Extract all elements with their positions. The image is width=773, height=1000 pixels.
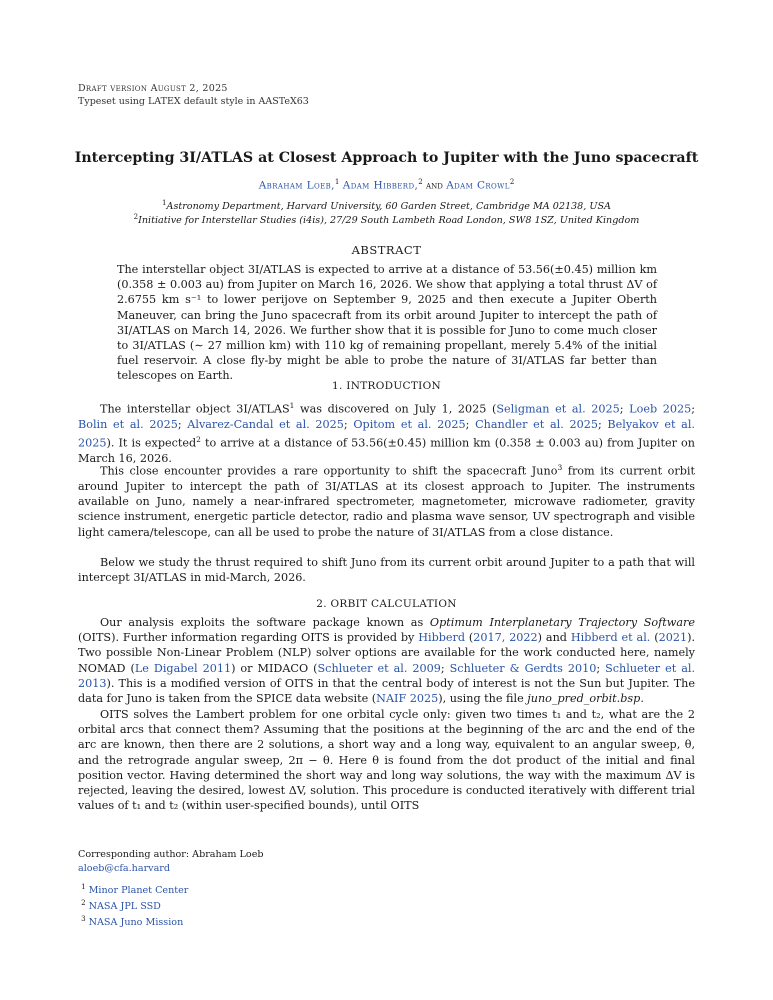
footnote-2-link[interactable]: NASA JPL SSD	[88, 901, 161, 913]
abstract-text: The interstellar object 3I/ATLAS is expected to arrive at a distance of 53.56(±0.45) million km (0.358 ± 0.003 au) from Jupiter on March 16, 2026. We show that applying a total thrust ΔV of 2.6755 km s⁻¹ to lower perijove on September 9, 2025 and then execute a Jupiter Oberth Maneuver, can bring the Juno spacecraft from its orbit around Jupiter to intercept the path of 3I/ATLAS on March 14, 2026. We further show that it is possible for Juno to come much closer to 3I/ATLAS (∼ 27 million km) with 110 kg of remaining propellant, merely 5.4% of the initial fuel reservoir. A close fly-by might be able to probe the nature of 3I/ATLAS far better than telescopes on Earth.	[117, 263, 657, 383]
footnote-2-marker: 2	[81, 899, 86, 908]
citation-link[interactable]: Hibberd et al.	[570, 631, 651, 645]
typeset-label: Typeset using LATEX default style in AASTeX63	[78, 96, 309, 107]
footnotes	[78, 881, 188, 930]
citation-link[interactable]: 2017, 2022	[473, 631, 538, 645]
text-run: ;	[596, 661, 606, 675]
author-list	[0, 178, 773, 192]
footnote-3	[78, 913, 188, 929]
citation-link[interactable]: Schlueter & Gerdts 2010	[449, 661, 597, 675]
paper-title: Intercepting 3I/ATLAS at Closest Approach to Jupiter with the Juno spacecraft	[74, 150, 699, 166]
text-run: ;	[465, 417, 476, 431]
affiliation-2-text: Initiative for Interstellar Studies (i4is), 27/29 South Lambeth Road London, SW8 1SZ, United Kingdom	[138, 215, 640, 227]
text-run: ;	[691, 402, 695, 416]
draft-label: Draft version August 2, 2025	[78, 83, 228, 94]
corresponding-author	[78, 848, 264, 875]
affiliation-1-marker: 1	[162, 199, 167, 207]
text-run: juno_pred_orbit.bsp	[527, 692, 641, 706]
footnote-ref-1[interactable]: 1	[289, 401, 295, 410]
text-run: (OITS). Further information regarding OITS is provided by	[78, 631, 419, 645]
corresponding-author-label: Corresponding author: Abraham Loeb	[78, 849, 264, 860]
text-run: was discovered on July 1, 2025 (	[294, 402, 497, 416]
abstract-heading: ABSTRACT	[351, 243, 422, 257]
text-run: (	[650, 631, 659, 645]
text-run: This close encounter provides a rare opportunity to shift the spacecraft Juno	[100, 464, 558, 478]
citation-link[interactable]: Seligman et al. 2025	[496, 402, 620, 416]
citation-link[interactable]: Opitom et al. 2025	[353, 417, 466, 431]
orbit-paragraph-1	[78, 615, 695, 706]
text-run: .	[640, 692, 644, 706]
citation-link[interactable]: Schlueter et al. 2009	[317, 661, 441, 675]
text-run: (	[465, 631, 474, 645]
abstract-body	[117, 262, 657, 384]
text-run: ;	[440, 661, 450, 675]
citation-link[interactable]: Hibberd	[418, 631, 466, 645]
author-crowl-link[interactable]: Adam Crowl	[446, 179, 510, 192]
section-1-heading: 1. INTRODUCTION	[332, 380, 441, 392]
text-run: ) and	[537, 631, 571, 645]
text-run: to arrive at a distance of 53.56(±0.45) million km (0.358 ± 0.003 au) from Jupiter on March 16, 2026.	[78, 436, 695, 466]
text-run: ;	[343, 417, 354, 431]
citation-link[interactable]: Alvarez-Candal et al. 2025	[187, 417, 344, 431]
text-run: Our analysis exploits the software package known as	[100, 616, 430, 629]
affiliation-2	[0, 213, 773, 226]
text-run: from its current orbit around Jupiter to intercept the path of 3I/ATLAS at its closest approach to Jupiter. The instruments available on Juno, namely a near-infrared spectrometer, magnetometer, microwave radiometer, gravity science instrument, energetic particle detector, radio and plasma wave sensor, UV spectrograph and visible light camera/telescope, can all be used to probe the nature of 3I/ATLAS from a close distance.	[78, 464, 695, 539]
orbit-paragraph-2: OITS solves the Lambert problem for one orbital cycle only: given two times t₁ and t₂, what are the 2 orbital arcs that connect them? Assuming that the positions at the beginning of the arc and the end of the arc are known, then there are 2 solutions, a short way and a long way, equivalent to an angular sweep, θ, and the retrograde angular sweep, 2π − θ. Here θ is found from the dot product of the initial and final position vector. Having determined the short way and long way solutions, the way with the maximum ΔV is rejected, leaving the desired, lowest ΔV, solution. This procedure is conducted iteratively with different trial values of t₁ and t₂ (within user-specified bounds), until OITS	[78, 708, 695, 813]
author-loeb-affil: 1	[334, 178, 340, 186]
footnote-1-marker: 1	[81, 883, 86, 891]
citation-link[interactable]: 2021	[658, 631, 688, 645]
affiliation-2-marker: 2	[133, 213, 139, 221]
footnote-2	[78, 897, 188, 913]
text-run: ;	[597, 417, 608, 431]
citation-link[interactable]: Chandler et al. 2025	[475, 417, 598, 431]
text-run: ), using the file	[438, 692, 528, 706]
footnote-ref-2[interactable]: 2	[196, 435, 201, 445]
text-run: ). Two possible Non-Linear Problem (NLP) solver options are available for the work conducted here, namely NOMAD (	[78, 631, 696, 675]
citation-link[interactable]: Bolin et al. 2025	[78, 417, 178, 431]
author-and: and	[426, 179, 443, 192]
citation-link[interactable]: Le Digabel 2011	[134, 661, 232, 675]
text-run: Optimum Interplanetary Trajectory Software	[429, 616, 695, 629]
author-hibberd-affil: 2	[418, 178, 423, 186]
corresponding-email-link[interactable]: aloeb@cfa.harvard	[78, 862, 171, 874]
intro-paragraph-3: Below we study the thrust required to shift Juno from its current orbit around Jupiter to a path that will intercept 3I/ATLAS in mid-March, 2026.	[78, 556, 695, 585]
citation-link[interactable]: Loeb 2025	[629, 402, 692, 416]
author-loeb-link[interactable]: Abraham Loeb,	[258, 179, 335, 192]
author-hibberd-link[interactable]: Adam Hibberd,	[342, 179, 419, 192]
intro-paragraph-2	[78, 460, 695, 540]
affiliation-1	[0, 199, 773, 212]
section-2-heading: 2. ORBIT CALCULATION	[316, 598, 457, 610]
text-run: The interstellar object 3I/ATLAS	[100, 402, 290, 416]
affiliation-1-text: Astronomy Department, Harvard University, 60 Garden Street, Cambridge MA 02138, USA	[166, 201, 611, 213]
citation-link[interactable]: Belyakov et al. 2025	[78, 417, 695, 450]
running-header	[78, 82, 309, 108]
footnote-1	[78, 881, 188, 897]
text-run: ) or MIDACO (	[231, 661, 318, 675]
text-run: ;	[619, 402, 630, 416]
footnote-3-link[interactable]: NASA Juno Mission	[88, 917, 184, 929]
footnote-1-link[interactable]: Minor Planet Center	[88, 885, 189, 897]
text-run: ). This is a modified version of OITS in that the central body of interest is not the Sun but Jupiter. The data for Juno is taken from the SPICE data website (	[78, 676, 695, 706]
citation-link[interactable]: Schlueter et al. 2013	[78, 661, 696, 690]
footnote-3-marker: 3	[81, 915, 86, 924]
text-run: ;	[177, 417, 188, 431]
citation-link[interactable]: NAIF 2025	[376, 692, 439, 706]
intro-paragraph-1	[78, 398, 695, 466]
author-crowl-affil: 2	[509, 178, 515, 186]
footnote-ref-3[interactable]: 3	[557, 463, 563, 472]
text-run: ). It is expected	[106, 436, 197, 450]
